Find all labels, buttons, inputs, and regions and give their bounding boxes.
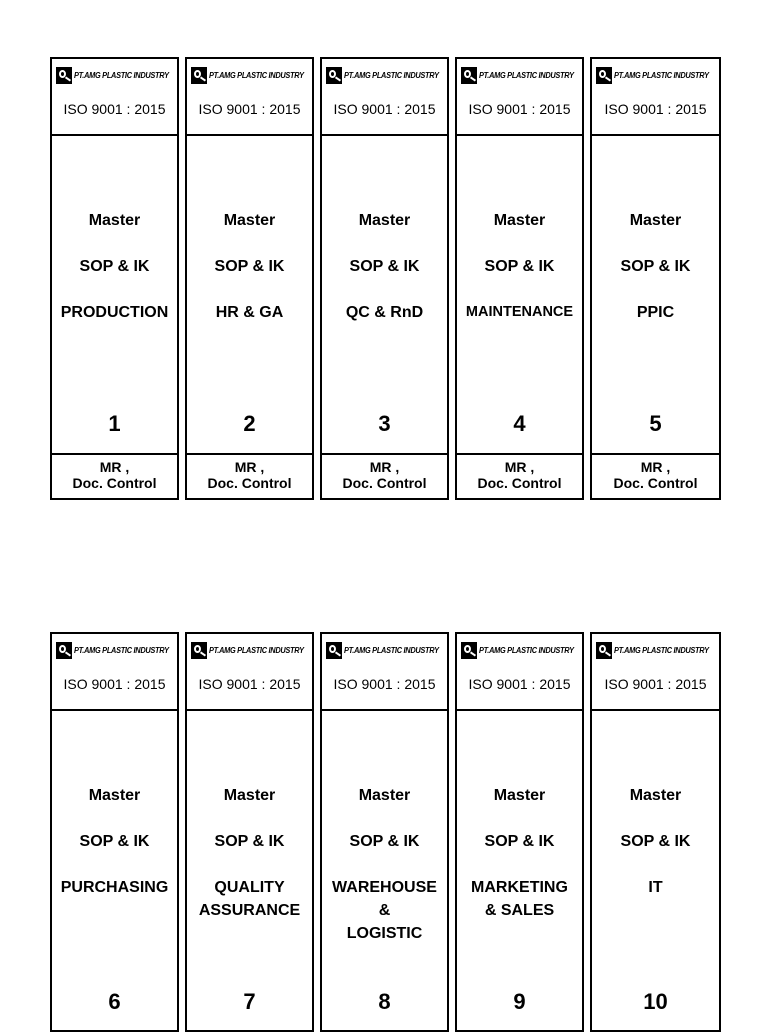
footer-doc-control: Doc. Control xyxy=(613,475,698,491)
department-line-1: WAREHOUSE xyxy=(332,879,437,896)
company-name: PT.AMG PLASTIC INDUSTRY xyxy=(344,70,439,80)
master-text: Master xyxy=(88,212,141,229)
iso-standard: ISO 9001 : 2015 xyxy=(333,676,436,692)
label-header xyxy=(322,59,447,136)
company-name: PT.AMG PLASTIC INDUSTRY xyxy=(479,70,574,80)
company-logo-icon xyxy=(56,67,72,84)
footer-doc-control: Doc. Control xyxy=(72,475,157,491)
company-line xyxy=(461,65,580,85)
label-footer xyxy=(187,453,312,498)
label-header xyxy=(457,59,582,136)
master-text: Master xyxy=(629,787,682,804)
footer-doc-control: Doc. Control xyxy=(207,475,292,491)
iso-standard: ISO 9001 : 2015 xyxy=(333,101,436,117)
footer-doc-control: Doc. Control xyxy=(342,475,427,491)
department-name: PURCHASING xyxy=(60,879,169,896)
iso-standard: ISO 9001 : 2015 xyxy=(468,676,571,692)
binder-label-8 xyxy=(320,632,449,1032)
label-footer xyxy=(457,453,582,498)
label-header xyxy=(187,634,312,711)
binder-label-6 xyxy=(50,632,179,1032)
master-text: Master xyxy=(493,787,546,804)
master-text: Master xyxy=(629,212,682,229)
label-number: 1 xyxy=(108,411,121,436)
department-line-1: QUALITY xyxy=(214,879,285,896)
sop-text: SOP & IK xyxy=(484,258,555,275)
department-name: PRODUCTION xyxy=(60,304,169,321)
department-name: IT xyxy=(648,879,663,896)
label-header xyxy=(52,634,177,711)
iso-standard: ISO 9001 : 2015 xyxy=(468,101,571,117)
company-name: PT.AMG PLASTIC INDUSTRY xyxy=(479,645,574,655)
master-text: Master xyxy=(88,787,141,804)
binder-label-2 xyxy=(185,57,314,500)
label-header xyxy=(52,59,177,136)
department-line-2: & SALES xyxy=(484,902,555,919)
sop-text: SOP & IK xyxy=(214,833,285,850)
label-number: 9 xyxy=(513,989,526,1014)
company-line xyxy=(191,640,310,660)
department-line-2: ASSURANCE xyxy=(198,902,301,919)
binder-label-3 xyxy=(320,57,449,500)
binder-label-7 xyxy=(185,632,314,1032)
master-text: Master xyxy=(358,787,411,804)
iso-standard: ISO 9001 : 2015 xyxy=(604,676,707,692)
company-name: PT.AMG PLASTIC INDUSTRY xyxy=(209,645,304,655)
label-row-2 xyxy=(50,632,721,1032)
master-text: Master xyxy=(493,212,546,229)
department-name: MAINTENANCE xyxy=(465,304,574,320)
sop-text: SOP & IK xyxy=(79,833,150,850)
footer-mr: MR , xyxy=(369,459,400,475)
department-name xyxy=(322,876,447,945)
company-line xyxy=(191,65,310,85)
master-text: Master xyxy=(223,212,276,229)
label-number: 5 xyxy=(649,411,662,436)
label-number: 3 xyxy=(378,411,391,436)
company-logo-icon xyxy=(596,67,612,84)
company-logo-icon xyxy=(191,642,207,659)
company-line xyxy=(326,640,445,660)
company-line xyxy=(56,640,175,660)
department-line-1: MARKETING xyxy=(471,879,568,896)
label-number: 10 xyxy=(643,989,668,1014)
label-number: 4 xyxy=(513,411,526,436)
binder-label-4 xyxy=(455,57,584,500)
label-footer xyxy=(52,453,177,498)
company-name: PT.AMG PLASTIC INDUSTRY xyxy=(344,645,439,655)
company-name: PT.AMG PLASTIC INDUSTRY xyxy=(614,70,709,80)
label-number: 8 xyxy=(378,989,391,1014)
label-number: 6 xyxy=(108,989,121,1014)
iso-standard: ISO 9001 : 2015 xyxy=(604,101,707,117)
footer-doc-control: Doc. Control xyxy=(477,475,562,491)
company-logo-icon xyxy=(191,67,207,84)
department-name: HR & GA xyxy=(215,304,284,321)
label-header xyxy=(322,634,447,711)
department-name: QC & RnD xyxy=(345,304,424,321)
label-footer xyxy=(592,453,719,498)
company-name: PT.AMG PLASTIC INDUSTRY xyxy=(74,70,169,80)
label-header xyxy=(592,59,719,136)
sop-text: SOP & IK xyxy=(620,833,691,850)
company-line xyxy=(596,640,717,660)
department-line-3: LOGISTIC xyxy=(346,925,423,942)
company-logo-icon xyxy=(461,642,477,659)
sop-text: SOP & IK xyxy=(79,258,150,275)
department-name: PPIC xyxy=(636,304,675,321)
label-number: 2 xyxy=(243,411,256,436)
binder-label-1 xyxy=(50,57,179,500)
department-name xyxy=(457,876,582,922)
company-line xyxy=(326,65,445,85)
master-text: Master xyxy=(358,212,411,229)
sop-text: SOP & IK xyxy=(484,833,555,850)
company-line xyxy=(56,65,175,85)
footer-mr: MR , xyxy=(504,459,535,475)
sop-text: SOP & IK xyxy=(214,258,285,275)
label-footer xyxy=(322,453,447,498)
master-text: Master xyxy=(223,787,276,804)
company-logo-icon xyxy=(326,67,342,84)
footer-mr: MR , xyxy=(234,459,265,475)
label-header xyxy=(457,634,582,711)
company-name: PT.AMG PLASTIC INDUSTRY xyxy=(209,70,304,80)
company-name: PT.AMG PLASTIC INDUSTRY xyxy=(74,645,169,655)
iso-standard: ISO 9001 : 2015 xyxy=(63,101,166,117)
company-line xyxy=(596,65,717,85)
label-number: 7 xyxy=(243,989,256,1014)
company-logo-icon xyxy=(461,67,477,84)
iso-standard: ISO 9001 : 2015 xyxy=(198,676,301,692)
binder-label-9 xyxy=(455,632,584,1032)
footer-mr: MR , xyxy=(99,459,130,475)
company-line xyxy=(461,640,580,660)
binder-label-10 xyxy=(590,632,721,1032)
iso-standard: ISO 9001 : 2015 xyxy=(63,676,166,692)
footer-mr: MR , xyxy=(640,459,671,475)
department-line-2: & xyxy=(378,902,391,919)
iso-standard: ISO 9001 : 2015 xyxy=(198,101,301,117)
company-logo-icon xyxy=(56,642,72,659)
company-name: PT.AMG PLASTIC INDUSTRY xyxy=(614,645,709,655)
sop-text: SOP & IK xyxy=(620,258,691,275)
binder-label-5 xyxy=(590,57,721,500)
sop-text: SOP & IK xyxy=(349,833,420,850)
sop-text: SOP & IK xyxy=(349,258,420,275)
label-row-1 xyxy=(50,57,721,500)
company-logo-icon xyxy=(596,642,612,659)
company-logo-icon xyxy=(326,642,342,659)
label-header xyxy=(187,59,312,136)
label-header xyxy=(592,634,719,711)
department-name xyxy=(187,876,312,922)
